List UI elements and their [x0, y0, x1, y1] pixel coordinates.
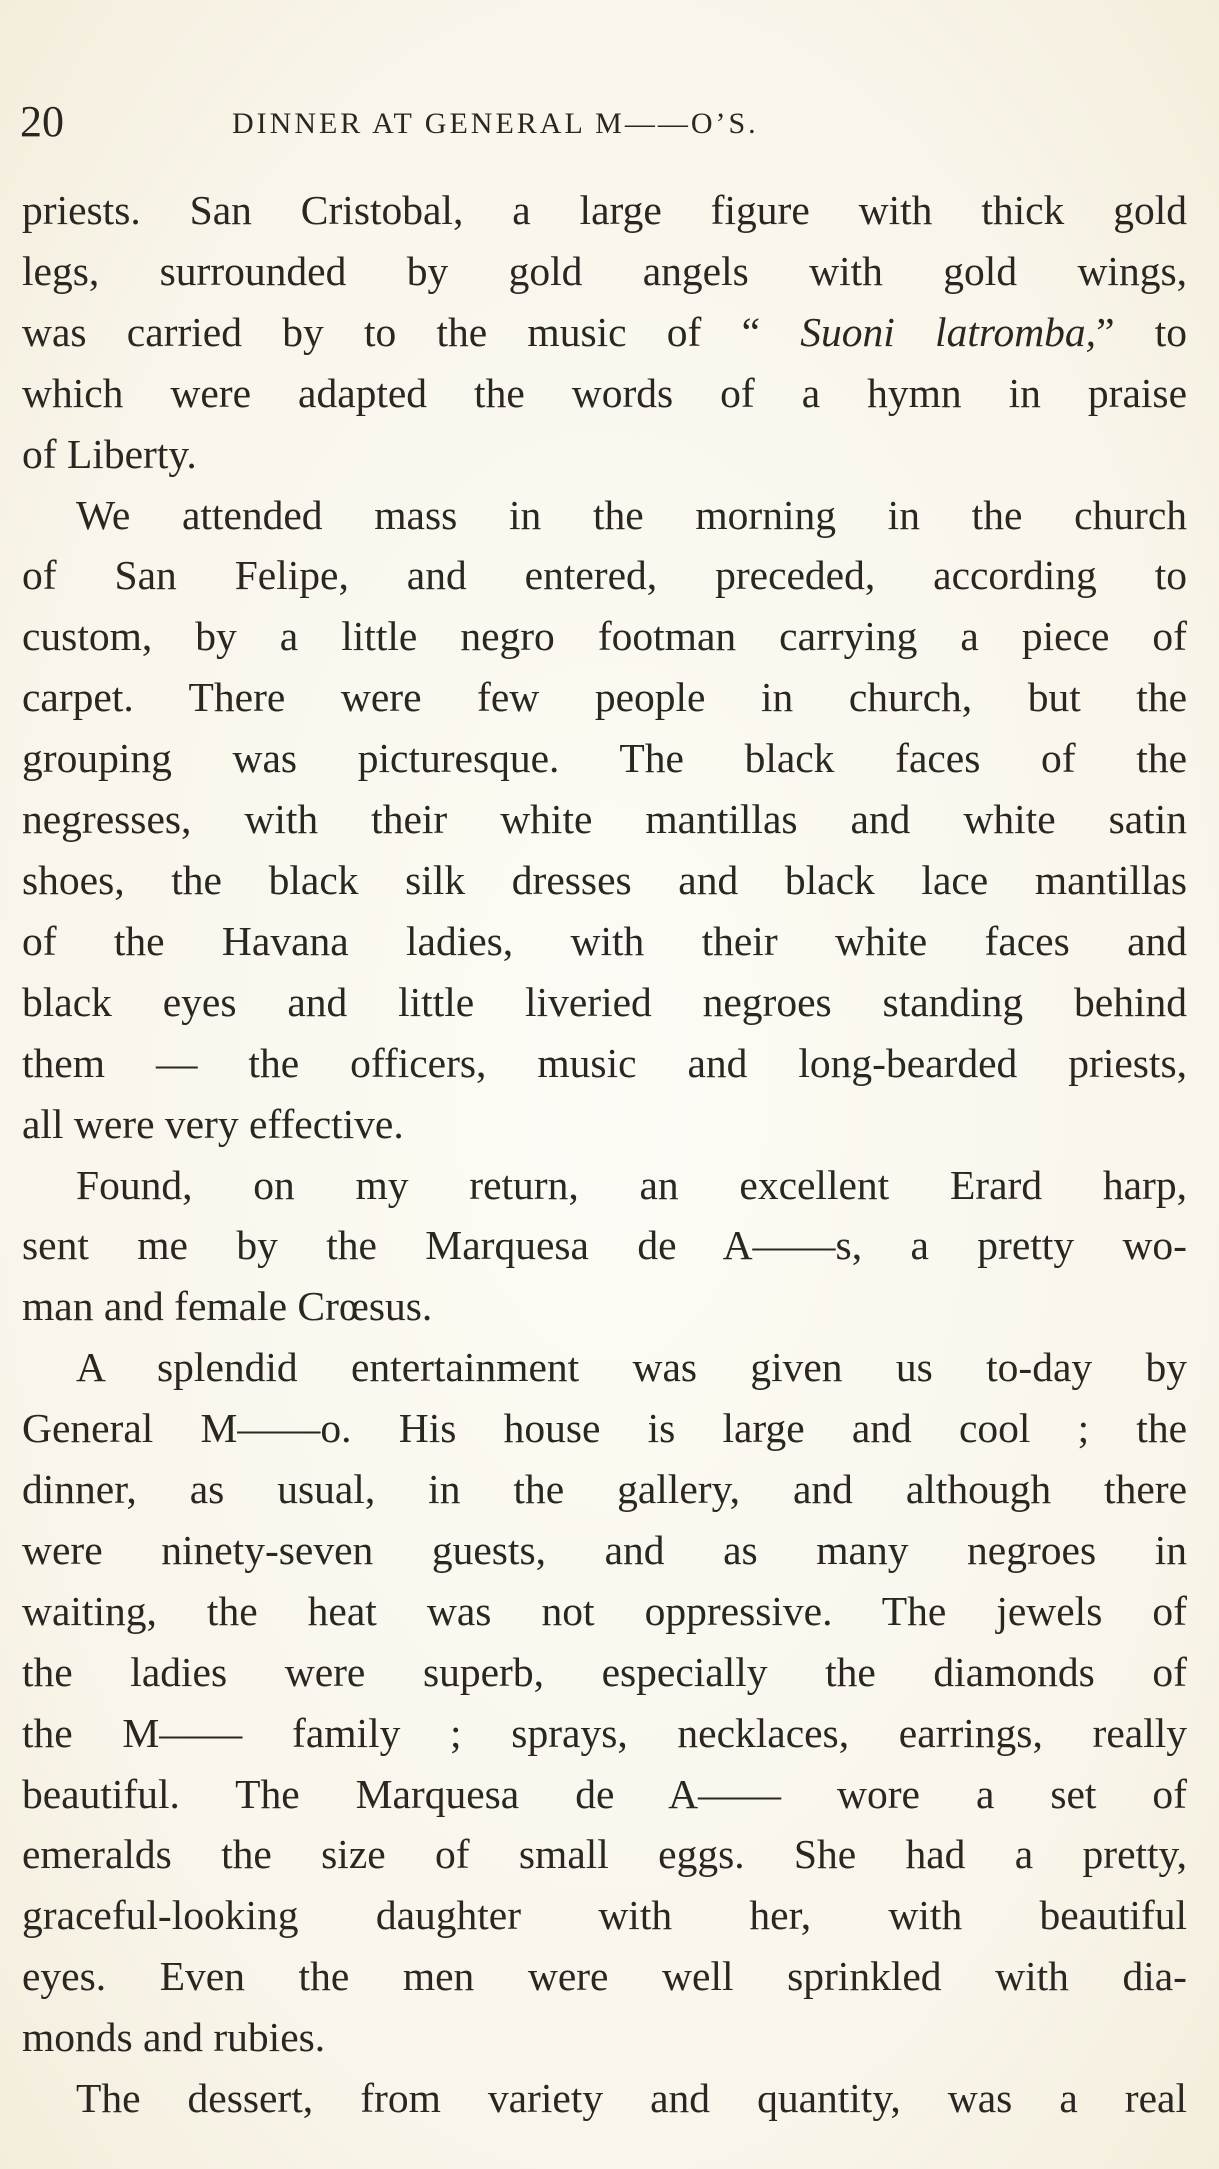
text-line: priests. San Cristobal, a large figure with thick gold [22, 187, 1187, 233]
text-line: grouping was picturesque. The black faces of the [22, 735, 1187, 782]
text-line: of the Havana ladies, with their white faces and [22, 917, 1187, 964]
text-line: legs, surrounded by gold angels with gold wings, [22, 247, 1187, 294]
text-segment: ” to [1096, 308, 1188, 355]
text-line: custom, by a little negro footman carrying a piece of [22, 613, 1187, 660]
italic-title: Suoni latromba, [800, 308, 1097, 355]
text-line: of San Felipe, and entered, preceded, according to [22, 552, 1187, 599]
text-line: man and female Crœsus. [22, 1283, 433, 1330]
text-line: graceful-looking daughter with her, with beautiful [22, 1892, 1187, 1939]
text-line: the ladies were superb, especially the diamonds of [22, 1648, 1187, 1695]
text-line: shoes, the black silk dresses and black lace mantillas [22, 856, 1187, 903]
text-segment: was carried by to the music of “ [22, 308, 801, 355]
text-line: black eyes and little liveried negroes standing behind [22, 978, 1187, 1025]
text-line: all were very effective. [22, 1100, 404, 1147]
text-line: waiting, the heat was not oppressive. The jewels of [22, 1587, 1187, 1634]
text-line: The dessert, from variety and quantity, was a real [76, 2075, 1187, 2122]
text-line: sent me by the Marquesa de A——s, a pretty wo- [22, 1222, 1187, 1269]
text-line: eyes. Even the men were well sprinkled with dia- [22, 1953, 1187, 2000]
text-line: Found, on my return, an excellent Erard harp, [76, 1161, 1187, 1208]
text-line: monds and rubies. [22, 2014, 326, 2061]
text-line: General M——o. His house is large and cool ; the [22, 1405, 1187, 1452]
text-line: were ninety-seven guests, and as many negroes in [22, 1526, 1187, 1573]
text-line: emeralds the size of small eggs. She had a pretty, [22, 1831, 1187, 1878]
text-line: dinner, as usual, in the gallery, and although there [22, 1466, 1187, 1513]
page-header [20, 92, 1140, 152]
text-line: We attended mass in the morning in the church [76, 491, 1187, 538]
text-line: of Liberty. [22, 430, 197, 477]
body-text [22, 180, 1187, 2129]
text-line: which were adapted the words of a hymn in praise [22, 369, 1187, 416]
text-line: beautiful. The Marquesa de A—— wore a set of [22, 1770, 1187, 1817]
text-line: A splendid entertainment was given us to-day by [76, 1344, 1187, 1391]
page-number: 20 [20, 97, 64, 146]
text-line: carpet. There were few people in church, but the [22, 674, 1187, 721]
text-line: negresses, with their white mantillas and white satin [22, 796, 1187, 843]
text-line: them — the officers, music and long-bearded priests, [22, 1039, 1187, 1086]
text-line [22, 302, 1187, 363]
running-head: DINNER AT GENERAL M——O’S. [232, 107, 759, 140]
text-line: the M—— family ; sprays, necklaces, earrings, really [22, 1709, 1187, 1756]
